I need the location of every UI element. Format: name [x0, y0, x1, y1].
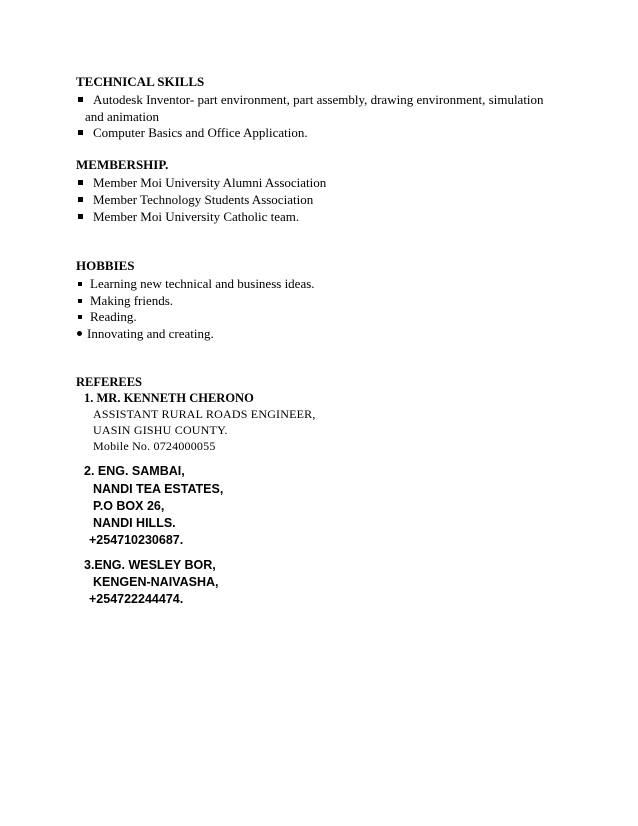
- square-bullet-icon: [78, 315, 82, 319]
- referee-3-name: 3.ENG. WESLEY BOR,: [84, 558, 216, 572]
- skill-item-line1: Autodesk Inventor- part environment, part assembly, drawing environment, simulation: [93, 92, 544, 107]
- square-bullet-icon: [78, 299, 82, 303]
- referees-heading: REFEREES: [76, 375, 142, 389]
- technical-skills-heading: TECHNICAL SKILLS: [76, 74, 205, 89]
- hobbies-heading: HOBBIES: [76, 258, 135, 273]
- square-bullet-icon: [78, 130, 83, 135]
- square-bullet-icon: [78, 197, 83, 202]
- membership-item: Member Technology Students Association: [93, 192, 314, 207]
- referee-1-mobile: Mobile No. 0724000055: [93, 439, 216, 453]
- hobby-item: Making friends.: [90, 293, 174, 308]
- membership-item: Member Moi University Catholic team.: [93, 209, 300, 224]
- referee-3-phone: +254722244474.: [89, 592, 184, 606]
- round-bullet-icon: [77, 331, 82, 336]
- hobby-item: Innovating and creating.: [87, 326, 214, 341]
- square-bullet-icon: [78, 97, 83, 102]
- skill-item: Computer Basics and Office Application.: [93, 125, 308, 140]
- hobby-item: Learning new technical and business ideas.: [90, 276, 315, 291]
- membership-heading: MEMBERSHIP.: [76, 157, 169, 172]
- referee-1-title: ASSISTANT RURAL ROADS ENGINEER,: [93, 407, 316, 421]
- referee-2-box: P.O BOX 26,: [93, 499, 165, 513]
- referee-2-org: NANDI TEA ESTATES,: [93, 482, 224, 496]
- referee-3-org: KENGEN-NAIVASHA,: [93, 575, 219, 589]
- hobby-item: Reading.: [90, 309, 137, 324]
- skill-item-line2: and animation: [85, 109, 160, 124]
- square-bullet-icon: [78, 214, 83, 219]
- square-bullet-icon: [78, 180, 83, 185]
- referee-1-name: 1. MR. KENNETH CHERONO: [84, 391, 254, 405]
- referee-2-phone: +254710230687.: [89, 533, 184, 547]
- referee-2-town: NANDI HILLS.: [93, 516, 176, 530]
- square-bullet-icon: [78, 282, 82, 286]
- referee-2-name: 2. ENG. SAMBAI,: [84, 464, 185, 478]
- membership-item: Member Moi University Alumni Association: [93, 175, 327, 190]
- referee-1-county: UASIN GISHU COUNTY.: [93, 423, 228, 437]
